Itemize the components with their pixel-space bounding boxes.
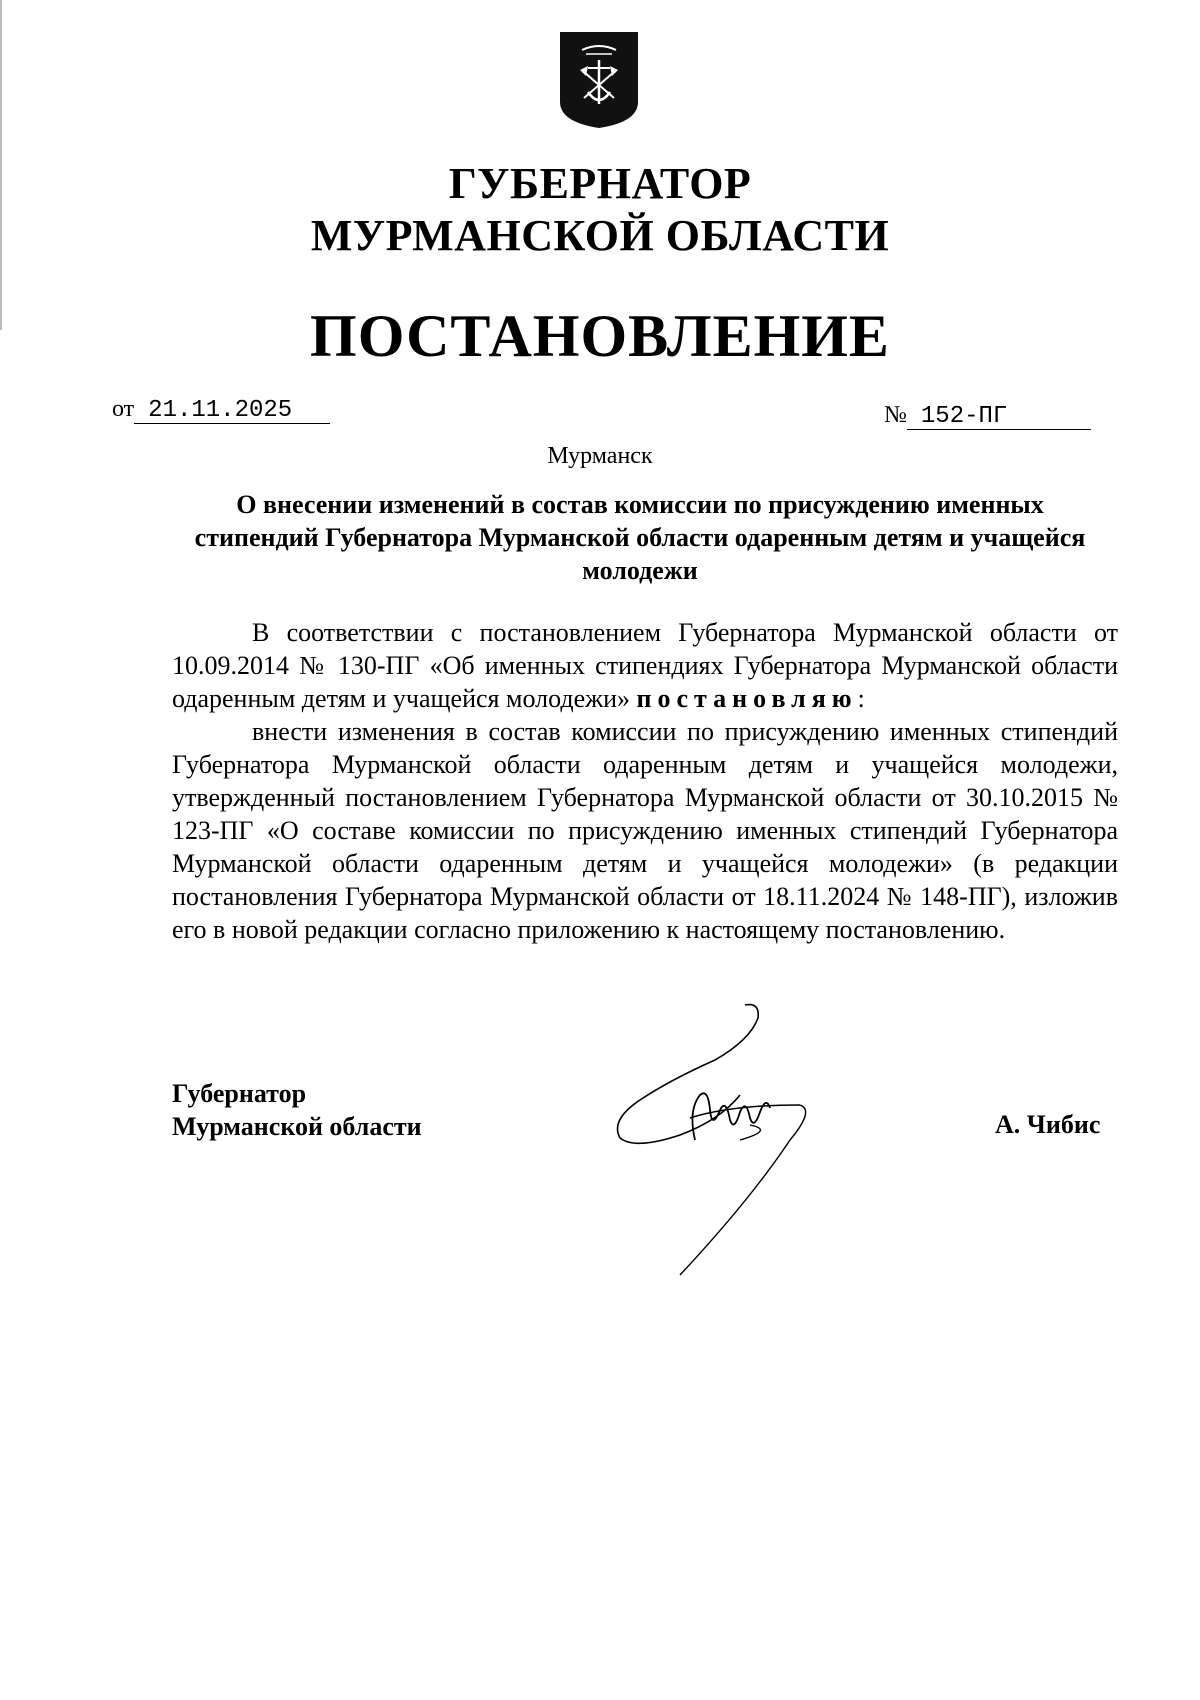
body-p1-text: В соответствии с постановлением Губернатора Мурманской области от 10.09.2014 № 130-ПГ «Об именных стипендиях Губернатора Мурманской области одаренным детям и учащейся молодежи» [172, 618, 1118, 713]
number-value: 152-ПГ [907, 405, 1091, 430]
issuer-line-2: МУРМАНСКОЙ ОБЛАСТИ [310, 211, 890, 260]
document-type: ПОСТАНОВЛЕНИЕ [310, 303, 890, 369]
signatory-title-line-1: Губернатор [172, 1079, 307, 1108]
body-paragraph-1 [172, 616, 1118, 715]
document-subject: О внесении изменений в состав комиссии по присуждению именных стипендий Губернатора Мурманской области одаренным детям и учащейся молодежи [194, 490, 1086, 585]
date-value: 21.11.2025 [134, 399, 330, 424]
number-prefix: № [884, 402, 907, 428]
body-paragraph-2: внести изменения в состав комиссии по присуждению именных стипендий Губернатора Мурманской области одаренным детям и учащейся молодежи, утвержденный постановлением Губернатора Мурманской области от 30.10.2015 № 123-ПГ «О составе комиссии по присуждению именных стипендий Губернатора Мурманской области одаренным детям и учащейся молодежи» (в редакции постановления Губернатора Мурманской области от 18.11.2024 № 148-ПГ), изложив его в новой редакции согласно приложению к настоящему постановлению. [172, 717, 1118, 944]
document-number [884, 402, 1091, 430]
document-date [112, 396, 330, 424]
issuer-line-1: ГУБЕРНАТОР [448, 159, 752, 208]
date-prefix: от [112, 396, 135, 422]
handwritten-signature [600, 1000, 900, 1280]
document-body [172, 616, 1118, 946]
signatory-title-line-2: Мурманской области [172, 1112, 422, 1141]
body-p1-end: : [857, 684, 865, 713]
city: Мурманск [547, 443, 653, 469]
signatory-name: А. Чибис [995, 1110, 1101, 1139]
decree-keyword: постановляю [636, 684, 858, 713]
coat-of-arms-icon [558, 30, 640, 130]
signatory-title [172, 1077, 422, 1143]
